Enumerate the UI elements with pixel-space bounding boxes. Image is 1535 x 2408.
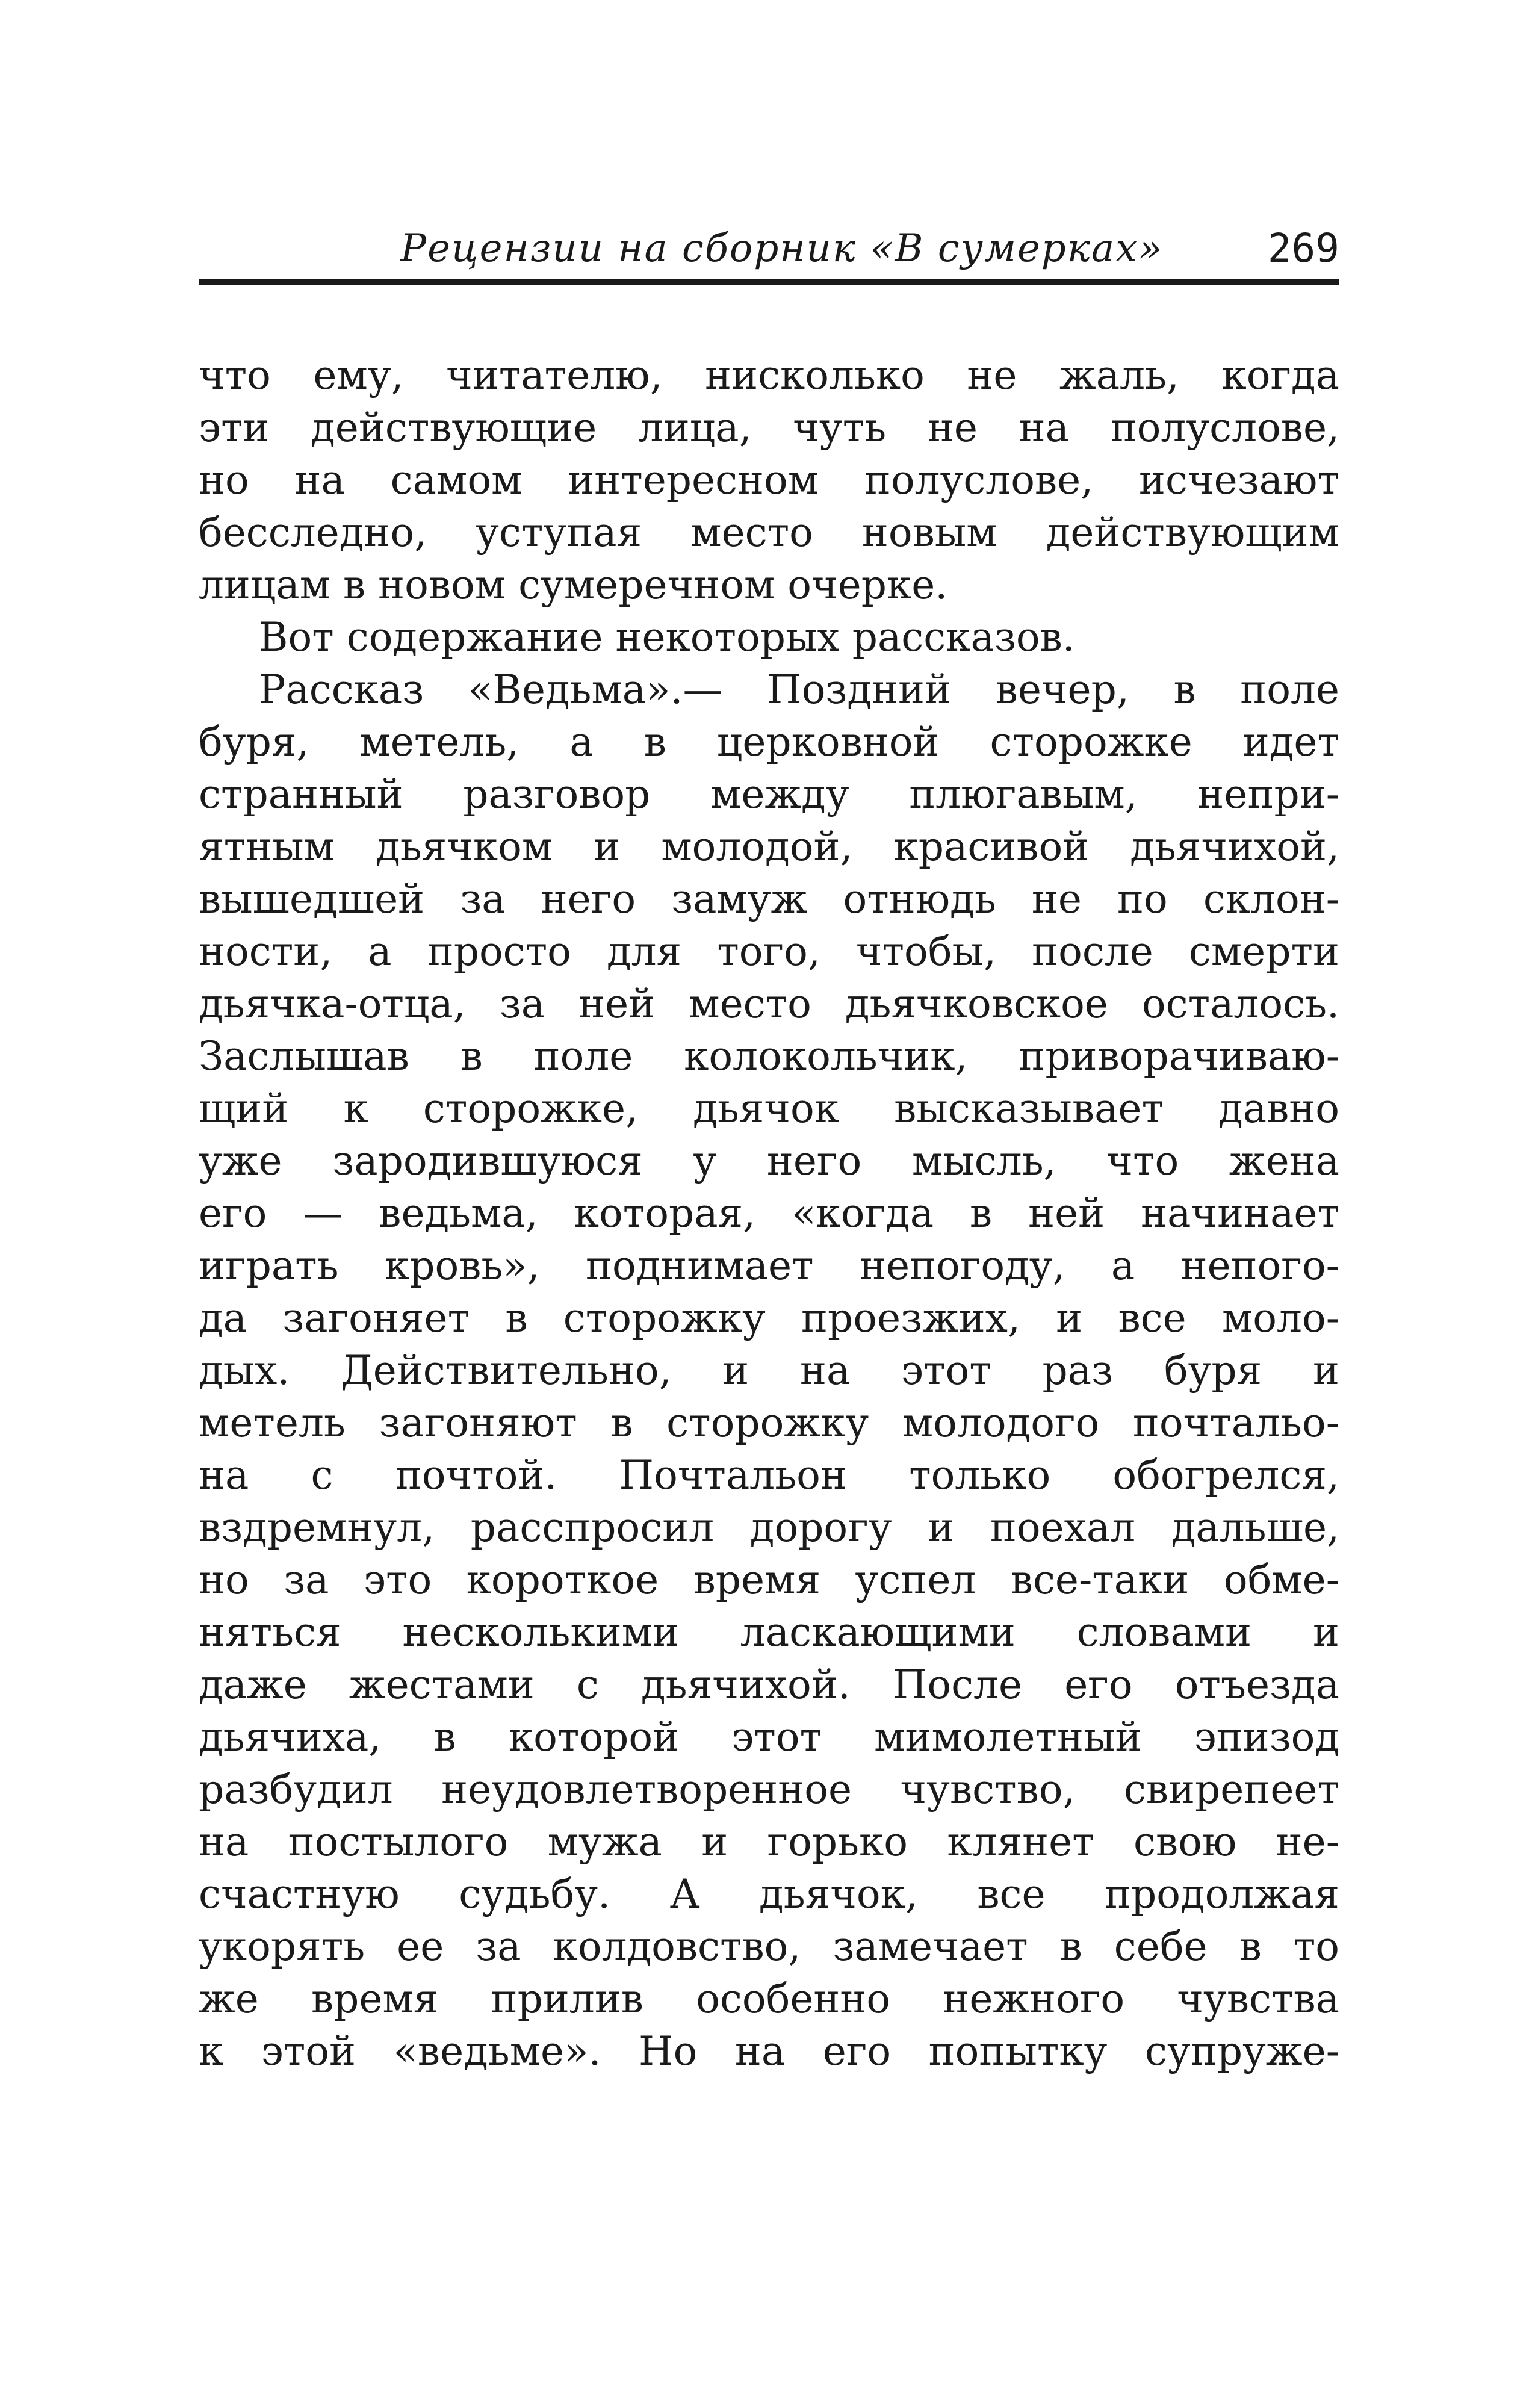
text-line: на с почтой. Почтальон только обогрелся, (199, 1452, 1339, 1498)
text-line: няться несколькими ласкающими словами и (199, 1609, 1339, 1656)
text-line: но на самом интересном полуслове, исчезают (199, 457, 1339, 503)
running-title: Рецензии на сборник «В сумерках» (400, 226, 1164, 271)
text-line: на постылого мужа и горько клянет свою не- (199, 1819, 1339, 1865)
text-line: уже зародившуюся у него мысль, что жена (199, 1138, 1339, 1184)
text-line: метель загоняют в сторожку молодого почтальо- (199, 1400, 1339, 1446)
text-line: дьячка-отца, за ней место дьячковское осталось. (199, 981, 1339, 1027)
text-line: лицам в новом сумеречном очерке. (199, 562, 948, 608)
text-line: но за это короткое время успел все-таки обме- (199, 1557, 1339, 1603)
text-line: эти действующие лица, чуть не на полуслове, (199, 405, 1339, 451)
text-line: вышедшей за него замуж отнюдь не по склон- (199, 876, 1339, 922)
text-line: дых. Действительно, и на этот раз буря и (199, 1347, 1339, 1394)
text-line: буря, метель, а в церковной сторожке идет (199, 719, 1339, 765)
running-header (199, 216, 1339, 282)
text-line: ятным дьячком и молодой, красивой дьячихой, (199, 824, 1339, 870)
text-line: Рассказ «Ведьма».— Поздний вечер, в поле (259, 666, 1339, 713)
text-line: к этой «ведьме». Но на его попытку супруже- (199, 2028, 1339, 2074)
text-line: разбудил неудовлетворенное чувство, свирепеет (199, 1766, 1339, 1813)
text-line: щий к сторожке, дьячок высказывает давно (199, 1085, 1339, 1132)
text-line: укорять ее за колдовство, замечает в себе в то (199, 1923, 1339, 1970)
text-line: дьячиха, в которой этот мимолетный эпизод (199, 1714, 1339, 1760)
paragraph (199, 663, 1339, 2078)
text-line: ности, а просто для того, чтобы, после смерти (199, 928, 1339, 975)
text-line: играть кровь», поднимает непогоду, а непого- (199, 1243, 1339, 1289)
text-line: даже жестами с дьячихой. После его отъезда (199, 1662, 1339, 1708)
text-line: Заслышав в поле колокольчик, приворачиваю- (199, 1033, 1339, 1079)
header-rule (199, 279, 1339, 285)
text-line: странный разговор между плюгавым, непри- (199, 771, 1339, 818)
paragraph (199, 349, 1339, 611)
text-line: счастную судьбу. А дьячок, все продолжая (199, 1871, 1339, 1917)
text-line: же время прилив особенно нежного чувства (199, 1976, 1339, 2022)
paragraph (199, 611, 1339, 663)
text-line: вздремнул, расспросил дорогу и поехал дальше, (199, 1504, 1339, 1551)
text-line: да загоняет в сторожку проезжих, и все моло- (199, 1295, 1339, 1341)
text-line: его — ведьма, которая, «когда в ней начинает (199, 1190, 1339, 1237)
text-line: бесследно, уступая место новым действующим (199, 509, 1339, 556)
page-number: 269 (1267, 225, 1339, 272)
text-line: Вот содержание некоторых рассказов. (259, 614, 1075, 660)
text-line: что ему, читателю, нисколько не жаль, когда (199, 352, 1339, 399)
body-text (199, 349, 1339, 2078)
